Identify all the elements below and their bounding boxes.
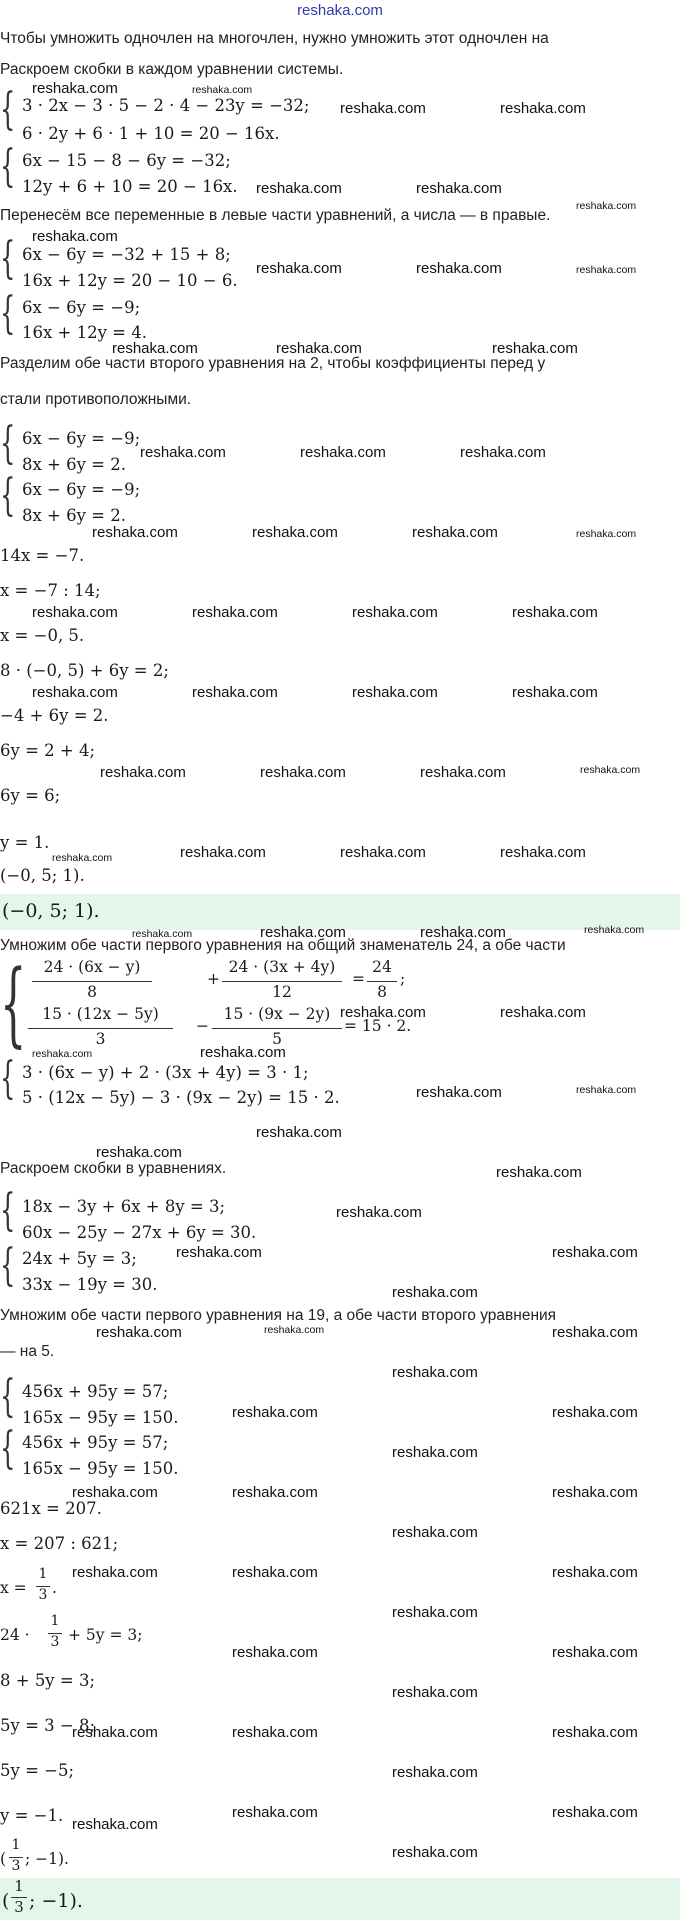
watermark: reshaka.com	[552, 1724, 638, 1741]
watermark: reshaka.com	[232, 1404, 318, 1421]
left-brace: {	[0, 1240, 16, 1291]
equation: 456x + 95y = 57;	[22, 1433, 169, 1452]
fraction-bar	[32, 981, 152, 982]
watermark: reshaka.com	[552, 1244, 638, 1261]
operator: = 15 · 2.	[344, 1017, 412, 1035]
watermark: reshaka.com	[92, 524, 178, 541]
equation: .	[52, 1579, 57, 1597]
watermark: reshaka.com	[512, 684, 598, 701]
watermark-small: reshaka.com	[576, 264, 637, 276]
watermark: reshaka.com	[252, 524, 338, 541]
watermark-small: reshaka.com	[576, 1084, 637, 1096]
watermark-small: reshaka.com	[32, 1048, 93, 1060]
fraction-numerator: 1	[11, 1837, 21, 1853]
watermark: reshaka.com	[340, 1004, 426, 1021]
watermark: reshaka.com	[340, 844, 426, 861]
watermark: reshaka.com	[352, 604, 438, 621]
equation: 8 · (−0, 5) + 6y = 2;	[0, 661, 169, 680]
fraction-denominator: 3	[50, 1634, 60, 1650]
equation: 6x − 6y = −9;	[22, 429, 141, 448]
equation: 6x − 6y = −9;	[22, 298, 141, 317]
left-brace: {	[0, 84, 16, 135]
watermark: reshaka.com	[276, 340, 362, 357]
operator: =	[352, 970, 365, 988]
watermark-small: reshaka.com	[584, 924, 645, 936]
watermark: reshaka.com	[232, 1644, 318, 1661]
watermark: reshaka.com	[392, 1364, 478, 1381]
watermark: reshaka.com	[416, 180, 502, 197]
watermark: reshaka.com	[500, 844, 586, 861]
watermark: reshaka.com	[336, 1204, 422, 1221]
equation: 6y = 6;	[0, 786, 61, 805]
watermark-small: reshaka.com	[192, 84, 253, 96]
equation: x =	[0, 1579, 27, 1597]
operator: +	[207, 970, 220, 988]
equation: 6y = 2 + 4;	[0, 741, 96, 760]
watermark: reshaka.com	[552, 1404, 638, 1421]
site-header[interactable]: reshaka.com	[297, 2, 383, 19]
watermark: reshaka.com	[416, 260, 502, 277]
equation: 5 · (12x − 5y) − 3 · (9x − 2y) = 15 · 2.	[22, 1088, 340, 1107]
equation: 24 ·	[0, 1626, 30, 1644]
left-brace: {	[0, 1185, 16, 1236]
equation: 6 · 2y + 6 · 1 + 10 = 20 − 16x.	[22, 124, 280, 143]
equation: 8x + 6y = 2.	[22, 506, 126, 525]
watermark: reshaka.com	[32, 604, 118, 621]
watermark: reshaka.com	[392, 1844, 478, 1861]
watermark: reshaka.com	[32, 80, 118, 97]
equation: 3 · (6x − y) + 2 · (3x + 4y) = 3 · 1;	[22, 1063, 309, 1082]
fraction-bar	[222, 981, 342, 982]
watermark: reshaka.com	[340, 100, 426, 117]
left-brace: {	[0, 1371, 16, 1422]
fraction-denominator: 12	[272, 983, 292, 1001]
watermark: reshaka.com	[300, 444, 386, 461]
left-brace: {	[0, 950, 27, 1057]
watermark: reshaka.com	[392, 1284, 478, 1301]
equation: 6x − 15 − 8 − 6y = −32;	[22, 151, 231, 170]
equation: ; −1).	[25, 1850, 69, 1868]
equation: x = −0, 5.	[0, 626, 85, 645]
watermark: reshaka.com	[140, 444, 226, 461]
left-brace: {	[0, 141, 16, 192]
watermark: reshaka.com	[552, 1564, 638, 1581]
watermark: reshaka.com	[500, 100, 586, 117]
operator: −	[196, 1017, 209, 1035]
equation: 8 + 5y = 3;	[0, 1671, 96, 1690]
equation: 3 · 2x − 3 · 5 − 2 · 4 − 23y = −32;	[22, 96, 310, 115]
watermark: reshaka.com	[112, 340, 198, 357]
equation: (	[0, 1850, 7, 1868]
watermark: reshaka.com	[392, 1764, 478, 1781]
equation: 6x − 6y = −32 + 15 + 8;	[22, 245, 231, 264]
watermark: reshaka.com	[260, 924, 346, 941]
left-brace: {	[0, 1053, 16, 1104]
watermark: reshaka.com	[260, 764, 346, 781]
watermark: reshaka.com	[460, 444, 546, 461]
text-line: Раскроем скобки в каждом уравнении системы.	[0, 61, 344, 78]
fraction-denominator: 3	[95, 1030, 106, 1048]
watermark: reshaka.com	[96, 1324, 182, 1341]
watermark: reshaka.com	[552, 1644, 638, 1661]
equation: + 5y = 3;	[68, 1626, 143, 1644]
equation: 5y = −5;	[0, 1761, 75, 1780]
fraction-denominator: 8	[87, 983, 97, 1001]
left-brace: {	[0, 233, 16, 284]
fraction-numerator: 1	[38, 1566, 48, 1582]
watermark: reshaka.com	[420, 924, 506, 941]
watermark: reshaka.com	[72, 1816, 158, 1833]
watermark: reshaka.com	[256, 260, 342, 277]
fraction-numerator: 24	[372, 958, 392, 976]
fraction-numerator: 24 · (3x + 4y)	[228, 958, 336, 976]
watermark: reshaka.com	[72, 1564, 158, 1581]
left-brace: {	[0, 1423, 16, 1474]
watermark: reshaka.com	[552, 1804, 638, 1821]
equation: 24x + 5y = 3;	[22, 1249, 137, 1268]
equation: 165x − 95y = 150.	[22, 1408, 179, 1427]
equation: 5y = 3 − 8;	[0, 1716, 96, 1735]
fraction-bar	[212, 1028, 342, 1029]
watermark: reshaka.com	[32, 684, 118, 701]
fraction-numerator: 24 · (6x − y)	[43, 958, 141, 976]
watermark-small: reshaka.com	[52, 852, 113, 864]
equation: 33x − 19y = 30.	[22, 1275, 158, 1294]
watermark: reshaka.com	[192, 604, 278, 621]
watermark: reshaka.com	[72, 1724, 158, 1741]
watermark: reshaka.com	[200, 1044, 286, 1061]
equation: 165x − 95y = 150.	[22, 1459, 179, 1478]
equation: 60x − 25y − 27x + 6y = 30.	[22, 1223, 257, 1242]
equation: 18x − 3y + 6x + 8y = 3;	[22, 1197, 226, 1216]
equation: x = −7 : 14;	[0, 581, 101, 600]
watermark: reshaka.com	[180, 844, 266, 861]
watermark: reshaka.com	[256, 1124, 342, 1141]
watermark: reshaka.com	[232, 1484, 318, 1501]
watermark: reshaka.com	[352, 684, 438, 701]
watermark: reshaka.com	[32, 228, 118, 245]
text-line: Разделим обе части второго уравнения на 2, чтобы коэффициенты перед y	[0, 355, 546, 372]
left-brace: {	[0, 470, 16, 521]
answer-text: (−0, 5; 1).	[2, 900, 100, 922]
watermark: reshaka.com	[72, 1484, 158, 1501]
watermark-small: reshaka.com	[132, 928, 193, 940]
equation: 16x + 12y = 20 − 10 − 6.	[22, 271, 238, 290]
equation: 14x = −7.	[0, 546, 85, 565]
fraction-denominator: 3	[38, 1587, 48, 1603]
fraction-bar	[367, 981, 397, 982]
answer-text: (	[2, 1890, 10, 1912]
equation: 16x + 12y = 4.	[22, 323, 147, 342]
watermark: reshaka.com	[392, 1604, 478, 1621]
watermark-small: reshaka.com	[580, 764, 641, 776]
watermark: reshaka.com	[420, 764, 506, 781]
text-line: Раскроем скобки в уравнениях.	[0, 1160, 227, 1177]
equation: (−0, 5; 1).	[0, 866, 85, 885]
watermark: reshaka.com	[416, 1084, 502, 1101]
watermark: reshaka.com	[392, 1524, 478, 1541]
equation: 621x = 207.	[0, 1499, 102, 1518]
watermark: reshaka.com	[412, 524, 498, 541]
equation: 12y + 6 + 10 = 20 − 16x.	[22, 177, 238, 196]
fraction-numerator: 15 · (12x − 5y)	[42, 1005, 159, 1023]
equation: 456x + 95y = 57;	[22, 1382, 169, 1401]
fraction-numerator: 15 · (9x − 2y)	[223, 1005, 331, 1023]
watermark-small: reshaka.com	[576, 200, 637, 212]
watermark: reshaka.com	[232, 1564, 318, 1581]
equation: y = −1.	[0, 1806, 64, 1825]
equation: 6x − 6y = −9;	[22, 480, 141, 499]
answer-text: ; −1).	[29, 1890, 83, 1912]
watermark: reshaka.com	[176, 1244, 262, 1261]
text-line: Перенесём все переменные в левые части уравнений, а числа — в правые.	[0, 207, 551, 224]
text-line: — на 5.	[0, 1343, 55, 1360]
watermark: reshaka.com	[512, 604, 598, 621]
operator: ;	[400, 970, 406, 988]
fraction-numerator: 1	[50, 1613, 60, 1629]
watermark: reshaka.com	[192, 684, 278, 701]
text-line: стали противоположными.	[0, 391, 192, 408]
left-brace: {	[0, 418, 16, 469]
equation: x = 207 : 621;	[0, 1534, 119, 1553]
equation: 8x + 6y = 2.	[22, 455, 126, 474]
watermark: reshaka.com	[552, 1484, 638, 1501]
fraction-numerator: 1	[14, 1877, 24, 1895]
answer-box	[0, 1878, 680, 1920]
fraction-denominator: 8	[377, 983, 387, 1001]
watermark: reshaka.com	[496, 1164, 582, 1181]
watermark: reshaka.com	[96, 1144, 182, 1161]
text-line: Умножим обе части первого уравнения на 19, а обе части второго уравнения	[0, 1307, 557, 1324]
text-line: Чтобы умножить одночлен на многочлен, нужно умножить этот одночлен на	[0, 30, 549, 47]
watermark: reshaka.com	[392, 1444, 478, 1461]
equation: −4 + 6y = 2.	[0, 706, 109, 725]
fraction-denominator: 3	[14, 1898, 24, 1916]
watermark-small: reshaka.com	[264, 1324, 325, 1336]
watermark: reshaka.com	[256, 180, 342, 197]
text-line: Умножим обе части первого уравнения на общий знаменатель 24, а обе части	[0, 937, 566, 954]
left-brace: {	[0, 288, 16, 339]
fraction-denominator: 3	[11, 1858, 21, 1874]
watermark: reshaka.com	[232, 1804, 318, 1821]
watermark: reshaka.com	[500, 1004, 586, 1021]
watermark: reshaka.com	[492, 340, 578, 357]
watermark: reshaka.com	[100, 764, 186, 781]
watermark: reshaka.com	[232, 1724, 318, 1741]
watermark: reshaka.com	[552, 1324, 638, 1341]
fraction-bar	[28, 1028, 173, 1029]
equation: y = 1.	[0, 833, 50, 852]
fraction-denominator: 5	[272, 1030, 282, 1048]
watermark: reshaka.com	[392, 1684, 478, 1701]
watermark-small: reshaka.com	[576, 528, 637, 540]
